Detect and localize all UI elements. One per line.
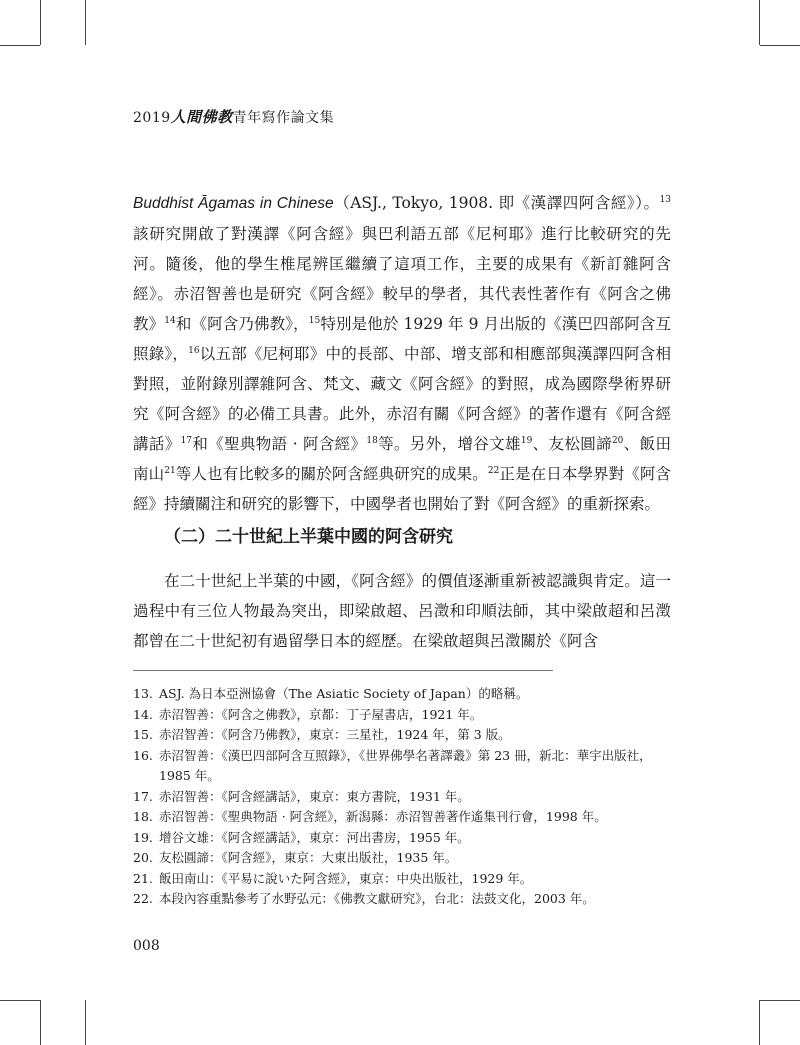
footnote-ref[interactable]: 19 bbox=[520, 435, 533, 446]
footnote-text: 友松圓諦：《阿含經》，東京：大東出版社，1935 年。 bbox=[159, 850, 458, 865]
footnote-item bbox=[133, 746, 678, 787]
footnote-item bbox=[133, 889, 678, 910]
footnote-text: 赤沼智善：《漢巴四部阿含互照錄》，《世界佛學名著譯叢》第 23 冊，新北：華宇出版社，1985 年。 bbox=[159, 747, 652, 783]
footnote-number: 17. bbox=[133, 788, 153, 804]
footnote-ref[interactable]: 21 bbox=[164, 465, 176, 476]
footnote-text: 赤沼智善：《聖典物語 · 阿含經》，新潟縣：赤沼智善著作遙集刊行會，1998 年。 bbox=[159, 809, 607, 824]
footnotes bbox=[133, 684, 678, 910]
text-segment: （ASJ., Tokyo, 1908. 即《漢譯四阿含經》）。 bbox=[333, 194, 660, 212]
footnote-text: 赤沼智善：《阿含之佛教》，京都：丁子屋書店，1921 年。 bbox=[159, 706, 483, 722]
footnote-ref[interactable]: 15 bbox=[308, 315, 321, 326]
text-segment: 等人也有比較多的關於阿含經典研究的成果。 bbox=[175, 465, 488, 483]
footnote-item bbox=[133, 869, 678, 890]
footnote-item bbox=[133, 684, 678, 705]
footnote-ref[interactable]: 18 bbox=[366, 435, 378, 446]
footnote-text: 赤沼智善：《阿含乃佛教》，東京：三星社，1924 年，第 3 版。 bbox=[159, 727, 511, 742]
text-segment: 、友松圓諦 bbox=[532, 435, 612, 453]
text-segment: 和《阿含乃佛教》， bbox=[175, 315, 309, 333]
text-segment: 該研究開啟了對漢譯《阿含經》與巴利語五部《尼柯耶》進行比較研究的先河。隨後，他的學生椎尾辨匡繼續了這項工作，主要的成果有《新訂雜阿含經》。赤沼智善也是研究《阿含經》較早的學者，其代表性著作有《阿含之佛教》 bbox=[133, 225, 671, 333]
footnote-number: 20. bbox=[133, 850, 153, 865]
header-year: 2019 bbox=[133, 110, 171, 126]
footnote-ref[interactable]: 22 bbox=[487, 465, 500, 476]
footnote-number: 22. bbox=[133, 891, 153, 906]
footnote-ref[interactable]: 17 bbox=[180, 435, 193, 446]
footnote-ref[interactable]: 13 bbox=[659, 194, 671, 205]
cited-title: Buddhist Āgamas in Chinese bbox=[133, 195, 334, 212]
header-brand: 人間佛教 bbox=[170, 108, 233, 126]
crop-mark bbox=[85, 1000, 86, 1045]
footnote-number: 19. bbox=[133, 829, 153, 845]
body-paragraph bbox=[133, 566, 671, 656]
text-segment: 等。另外，增谷文雄 bbox=[377, 435, 521, 453]
text-segment: 和《聖典物語 · 阿含經》 bbox=[192, 435, 367, 453]
footnote-text: 赤沼智善：《阿含經講話》，東京：東方書院，1931 年。 bbox=[159, 788, 470, 804]
crop-mark bbox=[85, 0, 86, 45]
footnote-text: 本段內容重點參考了水野弘元：《佛教文獻研究》，台北：法鼓文化，2003 年。 bbox=[159, 891, 595, 906]
crop-mark bbox=[0, 45, 40, 46]
crop-mark bbox=[0, 1000, 40, 1001]
footnote-ref[interactable]: 20 bbox=[611, 435, 624, 446]
crop-mark bbox=[40, 0, 41, 45]
text-segment: 正是在日本學界對《阿含經》持續關注和研究的影響下，中國學者也開始了對《阿含經》的重新探索。 bbox=[133, 465, 671, 513]
footnote-item bbox=[133, 848, 678, 869]
crop-mark bbox=[759, 1000, 760, 1045]
footnote-number: 16. bbox=[133, 747, 153, 763]
footnote-item bbox=[133, 787, 678, 808]
paragraph-text: 在二十世紀上半葉的中國，《阿含經》的價值逐漸重新被認識與肯定。這一過程中有三位人物最為突出，即梁啟超、呂澂和印順法師，其中梁啟超和呂澂都曾在二十世紀初有過留學日本的經歷。在梁啟超與呂澂關於《阿含 bbox=[133, 572, 671, 650]
footnote-ref[interactable]: 16 bbox=[188, 345, 200, 356]
footnote-item bbox=[133, 725, 678, 746]
footnote-divider bbox=[133, 670, 553, 671]
footnote-number: 13. bbox=[133, 686, 153, 701]
footnote-item bbox=[133, 828, 678, 849]
text-segment: 特別是他於 1929 年 9 月出版的《漢巴四部阿含互照錄》， bbox=[133, 315, 671, 363]
footnote-number: 15. bbox=[133, 727, 153, 742]
crop-mark bbox=[760, 45, 800, 46]
crop-mark bbox=[760, 1000, 800, 1001]
body-paragraph bbox=[133, 188, 671, 519]
text-segment: 以五部《尼柯耶》中的長部、中部、增支部和相應部與漢譯四阿含相對照，並附錄別譯雜阿含、梵文、藏文《阿含經》的對照，成為國際學術界研究《阿含經》的必備工具書。此外，赤沼有關《阿含經》的著作還有《阿含經講話》 bbox=[133, 345, 671, 453]
crop-mark bbox=[759, 0, 760, 45]
text-segment: 、飯田南山 bbox=[133, 435, 671, 483]
footnote-number: 18. bbox=[133, 809, 153, 824]
footnote-text: ASJ. 為日本亞洲協會（The Asiatic Society of Japan）的略稱。 bbox=[159, 686, 529, 701]
footnote-item bbox=[133, 807, 678, 828]
footnote-item bbox=[133, 705, 678, 726]
header-title: 青年寫作論文集 bbox=[232, 110, 335, 126]
crop-mark bbox=[40, 1000, 41, 1045]
footnote-number: 21. bbox=[133, 870, 153, 886]
footnote-text: 飯田南山：《平易に說いた阿含經》，東京：中央出版社，1929 年。 bbox=[159, 870, 533, 886]
running-header bbox=[133, 106, 334, 127]
footnote-number: 14. bbox=[133, 706, 153, 722]
footnote-text: 增谷文雄：《阿含經講話》，東京：河出書房，1955 年。 bbox=[159, 829, 470, 845]
page-number: 008 bbox=[133, 938, 160, 954]
footnote-ref[interactable]: 14 bbox=[164, 315, 176, 326]
section-heading: （二）二十世紀上半葉中國的阿含研究 bbox=[164, 527, 453, 547]
